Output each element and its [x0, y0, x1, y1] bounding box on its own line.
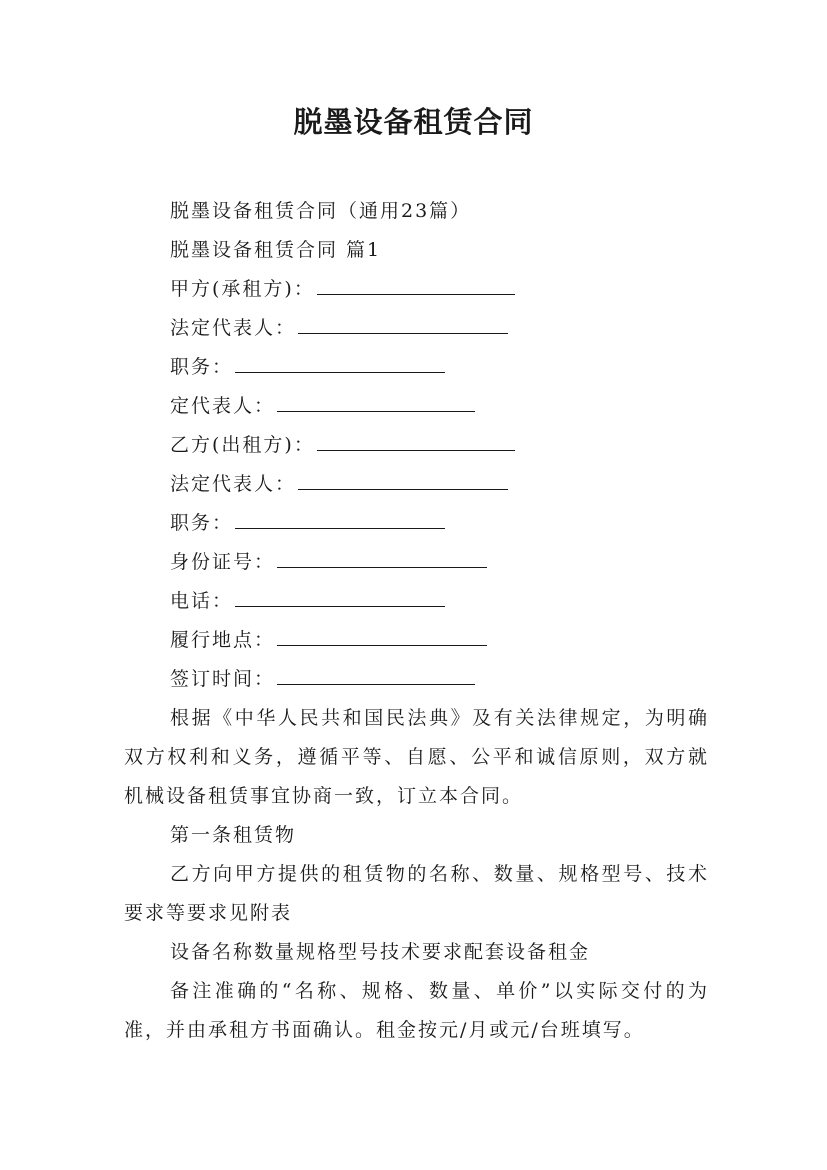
document-title: 脱墨设备租赁合同 [293, 105, 534, 139]
fill-blank [235, 354, 445, 373]
section-heading: 脱墨设备租赁合同 篇1 [170, 239, 382, 261]
fill-blank [277, 549, 487, 568]
fill-blank [317, 432, 515, 451]
document-subtitle: 脱墨设备租赁合同（通用23篇） [170, 200, 472, 222]
field-position-a [124, 348, 709, 387]
field-location [124, 621, 709, 660]
field-label: 乙方(出租方)： [170, 434, 315, 456]
fill-blank [235, 510, 445, 529]
fill-blank [277, 627, 487, 646]
field-label: 电话： [170, 590, 234, 612]
fill-blank [298, 471, 508, 490]
field-party-b [124, 426, 709, 465]
field-label: 甲方(承租方)： [170, 278, 315, 300]
field-label: 履行地点： [170, 629, 276, 651]
field-id-number [124, 543, 709, 582]
field-label: 签订时间： [170, 668, 276, 690]
field-sign-date [124, 660, 709, 699]
field-label: 职务： [170, 512, 234, 534]
fill-blank [277, 666, 475, 685]
field-party-a [124, 270, 709, 309]
field-label: 定代表人： [170, 395, 276, 417]
document-body [124, 192, 709, 1050]
field-position-b [124, 504, 709, 543]
field-legal-rep-b [124, 465, 709, 504]
paragraph-remark: 备注准确的“名称、规格、数量、单价”以实际交付的为准，并由承租方书面确认。租金按元/月或元/台班填写。 [124, 980, 709, 1041]
field-label: 法定代表人： [170, 317, 297, 339]
fill-blank [235, 588, 445, 607]
paragraph-preamble: 根据《中华人民共和国民法典》及有关法律规定，为明确双方权利和义务，遵循平等、自愿、公平和诚信原则，双方就机械设备租赁事宜协商一致，订立本合同。 [124, 707, 709, 807]
article-heading: 第一条租赁物 [170, 824, 297, 846]
fill-blank [277, 393, 475, 412]
field-rep-a [124, 387, 709, 426]
paragraph-article-1: 乙方向甲方提供的租赁物的名称、数量、规格型号、技术要求等要求见附表 [124, 863, 709, 924]
field-label: 身份证号： [170, 551, 276, 573]
field-label: 职务： [170, 356, 234, 378]
field-label: 法定代表人： [170, 473, 297, 495]
fill-blank [317, 276, 515, 295]
fill-blank [298, 315, 508, 334]
field-legal-rep-a [124, 309, 709, 348]
field-phone [124, 582, 709, 621]
paragraph-table-header: 设备名称数量规格型号技术要求配套设备租金 [170, 941, 591, 963]
